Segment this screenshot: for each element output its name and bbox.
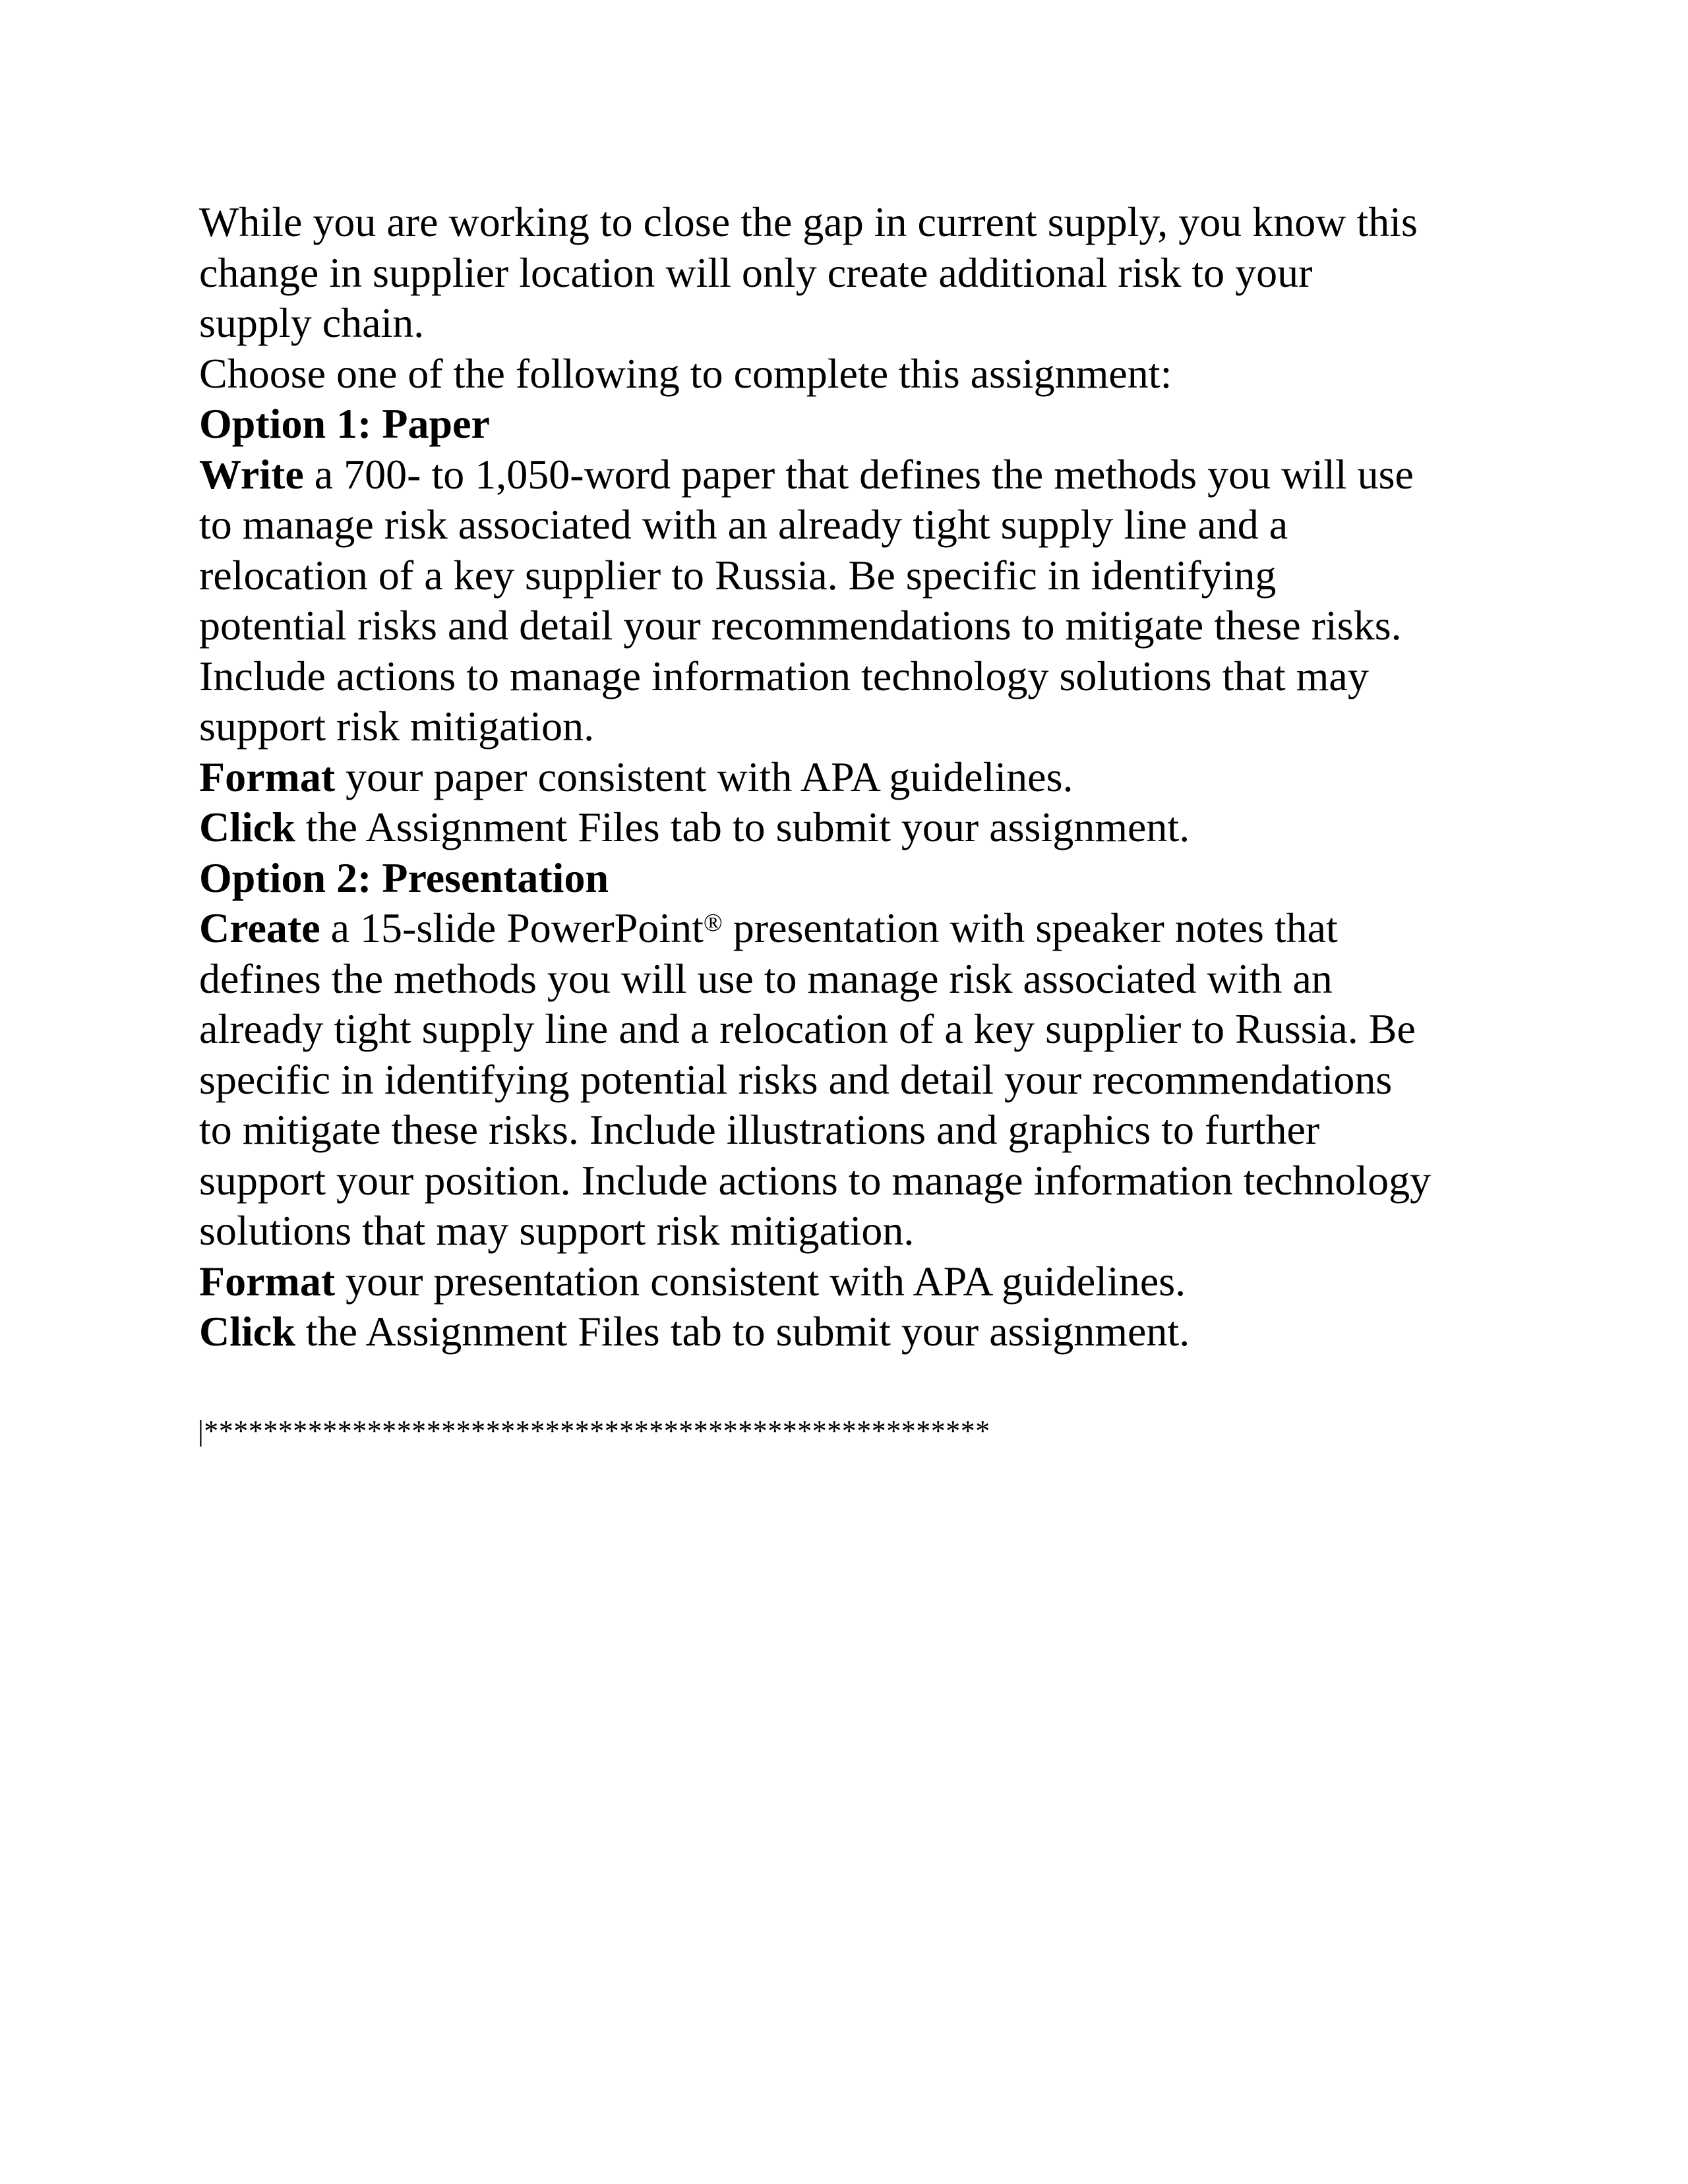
format-text: your paper consistent with APA guidelines.: [335, 753, 1073, 800]
format-keyword: Format: [199, 1257, 336, 1305]
option-2-create-line-5: to mitigate these risks. Include illustrations and graphics to further: [199, 1106, 1320, 1153]
option-2-create-line-3: already tight supply line and a relocation of a key supplier to Russia. Be: [199, 1005, 1416, 1052]
option-2-heading: Option 2: Presentation: [199, 854, 609, 901]
option-1-write-line-2: to manage risk associated with an already tight supply line and a: [199, 501, 1288, 548]
option-2-create-line-2: defines the methods you will use to manage risk associated with an: [199, 955, 1333, 1002]
option-2-create-line-7: solutions that may support risk mitigation.: [199, 1207, 915, 1254]
write-text: a 700- to 1,050-word paper that defines the methods you will use: [303, 450, 1414, 498]
click-text: the Assignment Files tab to submit your assignment.: [295, 804, 1190, 850]
create-keyword: Create: [199, 904, 320, 951]
option-2-click-line: [199, 1307, 1518, 1357]
option-1-click-line: [199, 802, 1518, 853]
asterisk-separator: |*****************************************************: [198, 1415, 990, 1447]
intro-line-1: While you are working to close the gap in current supply, you know this: [199, 198, 1418, 245]
click-keyword: Click: [199, 1308, 295, 1355]
click-text: the Assignment Files tab to submit your assignment.: [295, 1308, 1190, 1355]
create-text-a: a 15-slide PowerPoint: [320, 904, 704, 951]
option-1-format-line: [199, 752, 1518, 803]
option-2-create-line-1: [199, 903, 1518, 954]
intro-line-2: change in supplier location will only create additional risk to your: [199, 249, 1313, 296]
create-text-b: presentation with speaker notes that: [722, 904, 1338, 951]
option-1-write-line-3: relocation of a key supplier to Russia. Be specific in identifying: [199, 551, 1277, 599]
registered-mark: ®: [703, 909, 723, 937]
option-2-format-line: [199, 1256, 1518, 1307]
option-2-create-line-6: support your position. Include actions to manage information technology: [199, 1156, 1432, 1204]
format-text: your presentation consistent with APA guidelines.: [335, 1257, 1186, 1305]
option-1-write-line-4: potential risks and detail your recommendations to mitigate these risks.: [199, 602, 1402, 649]
intro-line-3: supply chain.: [199, 299, 425, 346]
option-2-create-line-4: specific in identifying potential risks and detail your recommendations: [199, 1055, 1393, 1103]
option-1-write-line-1: [199, 450, 1518, 500]
click-keyword: Click: [199, 804, 295, 850]
assignment-text: [199, 197, 1518, 1357]
option-1-heading: Option 1: Paper: [199, 400, 490, 447]
write-keyword: Write: [199, 450, 304, 498]
choose-instruction: Choose one of the following to complete this assignment:: [199, 349, 1172, 397]
option-1-write-line-6: support risk mitigation.: [199, 703, 595, 750]
option-1-write-line-5: Include actions to manage information technology solutions that may: [199, 652, 1369, 699]
format-keyword: Format: [199, 753, 336, 800]
